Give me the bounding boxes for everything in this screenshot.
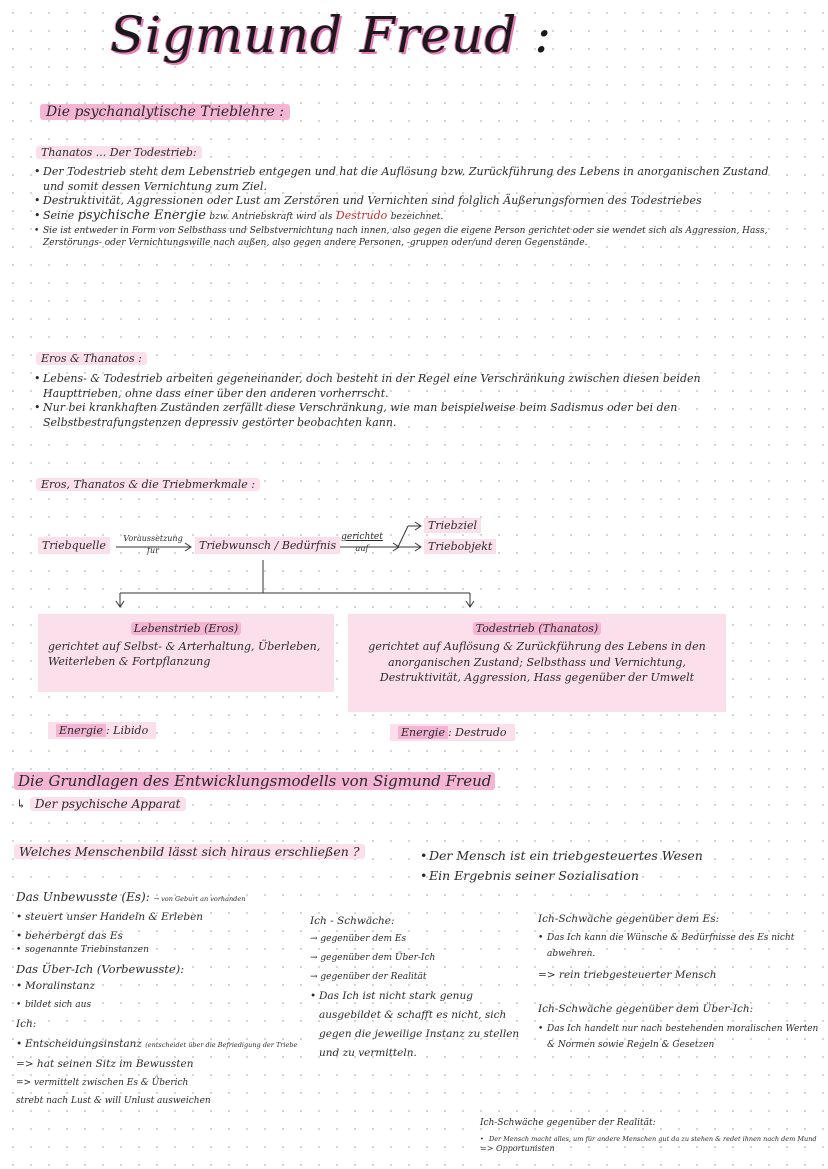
ich-heading: Ich: [16, 1017, 37, 1030]
section-heading-entwicklungsmodell: Die Grundlagen des Entwicklungsmodells von Sigmund Freud [14, 772, 495, 790]
thanatos-energy-bullet: • Seine psychische Energie bzw. Antriebskraft wird als Destrudo bezeichnet. [34, 209, 782, 224]
lebenstrieb-box [38, 614, 334, 692]
arrow-item: → gegenüber dem Über-Ich [310, 952, 436, 963]
section-heading-trieblehre: Die psychanalytische Trieblehre : [40, 104, 290, 120]
realitaet-schwaeche [480, 1117, 820, 1154]
ich-schwaeche-heading: Ich - Schwäche: [310, 915, 395, 927]
eros-bullet: • Lebens- & Todestrieb arbeiten gegeneinander, doch besteht in der Regel eine Verschränkung zwischen diesen beiden Haupttrieben, ohne dass einer über den anderen vorherrscht. [34, 372, 782, 401]
es-item: • steuert unser Handeln & Erleben [16, 910, 308, 925]
arrow-icon: ↳ [16, 797, 27, 811]
menschenbild-question: Welches Menschenbild lässt sich hiraus erschließen ? [14, 844, 365, 859]
thanatos-bullet: • Sie ist entweder in Form von Selbsthass und Selbstvernichtung nach innen, also gegen die eigene Person gerichtet oder sie wendet sich als Aggression, Hass, Zerstörungs- oder Vernichtungswille nach außen, also gegen andere Personen, -gruppen oder/und deren Gegenstände. [34, 225, 782, 249]
ich-item: • Entscheidungsinstanz (entscheidet über die Befriedigung der Triebe [16, 1037, 308, 1053]
realitaet-schwaeche-result: => Opportunisten [480, 1144, 555, 1153]
todestrieb-box [348, 614, 726, 712]
triebmerkmale-heading: Eros, Thanatos & die Triebmerkmale : [36, 478, 260, 493]
column-ich-schwaeche-details [538, 912, 820, 1053]
thanatos-bullet: • Der Todestrieb steht dem Lebenstrieb entgegen und hat die Auflösung bzw. Zurückführung des Lebens in anorganischen Zustand und somit dessen Vernichtung zum Ziel. [34, 165, 782, 194]
energie-destrudo: Energie : Destrudo [390, 724, 515, 741]
thanatos-bullet: • Destruktivität, Aggressionen oder Lust am Zerstören und Vernichten sind folglich Äußerungsformen des Todestriebes [34, 194, 782, 209]
menschenbild-answers [420, 846, 703, 886]
arrow-icon: → [310, 971, 321, 982]
answer-item: • Der Mensch ist ein triebgesteuertes Wesen [420, 846, 703, 866]
energie-libido: Energie : Libido [48, 722, 156, 739]
answer-item: • Ein Ergebnis seiner Sozialisation [420, 866, 703, 886]
arrow-icon: → [310, 933, 321, 944]
es-schwaeche-result: => rein triebgesteuerter Mensch [538, 968, 717, 981]
thanatos-bullets [34, 165, 782, 249]
ich-line: => hat seinen Sitz im Bewussten [16, 1057, 194, 1070]
ueberich-schwaeche-heading: Ich-Schwäche gegenüber dem Über-Ich: [538, 1003, 754, 1015]
es-schwaeche-text: • Das Ich kann die Wünsche & Bedürfnisse des Es nicht abwehren. [538, 930, 820, 962]
lebenstrieb-title: Lebenstrieb (Eros) [131, 622, 241, 635]
es-heading: Das Unbewusste (Es): → von Geburt an vorhanden [16, 890, 246, 904]
todestrieb-text: gerichtet auf Auflösung & Zurückführung des Lebens in den anorganischen Zustand; Selbsthass und Vernichtung, Destruktivität, Aggression, Hass gegenüber der Umwelt [368, 640, 706, 684]
ich-schwaeche-text: • Das Ich ist nicht stark genug ausgebildet & schafft es nicht, sich gegen die jeweilige Instanz zu stellen und zu vermitteln. [310, 987, 526, 1063]
eros-bullets [34, 372, 782, 430]
es-item: • beherbergt das Es [16, 929, 308, 944]
thanatos-heading: Thanatos ... Der Todestrieb: [36, 146, 202, 161]
es-item: • sogenannte Triebinstanzen [16, 944, 308, 956]
realitaet-schwaeche-heading: Ich-Schwäche gegenüber der Realität: [480, 1118, 656, 1128]
psychische-energie-term: psychische Energie [77, 207, 206, 223]
gerichtet-label: gerichtet auf [341, 532, 383, 553]
arrow-icon: → [310, 952, 321, 963]
ich-line: strebt nach Lust & will Unlust ausweichen [16, 1096, 211, 1106]
diagram-connectors [0, 510, 828, 610]
eros-bullet: • Nur bei krankhaften Zuständen zerfällt diese Verschränkung, wie man beispielweise beim Sadismus oder bei den Selbstbestrafungstenzen depressiv gestörter beobachten kann. [34, 401, 782, 430]
es-schwaeche-heading: Ich-Schwäche gegenüber dem Es: [538, 913, 720, 925]
realitaet-schwaeche-text: • Der Mensch macht alles, um für andere Menschen gut da zu stehen & redet ihnen nach dem Mund [480, 1135, 820, 1144]
eros-heading: Eros & Thanatos : [36, 352, 147, 367]
triebziel-node: Triebziel [424, 518, 481, 533]
voraussetzung-label: Voraussetzung für [123, 534, 183, 555]
column-ich-schwaeche [310, 914, 526, 1063]
ueberich-schwaeche-text: • Das Ich handelt nur nach bestehenden moralischen Werten & Normen sowie Regeln & Gesetzen [538, 1021, 820, 1053]
column-instanzen [16, 890, 308, 1107]
psychischer-apparat-subheading: ↳ Der psychische Apparat [16, 797, 186, 811]
triebobjekt-node: Triebobjekt [424, 539, 496, 554]
arrow-item: → gegenüber der Realität [310, 971, 427, 982]
ueberich-item: • bildet sich aus [16, 999, 308, 1011]
ueberich-item: • Moralinstanz [16, 979, 308, 994]
ueberich-heading: Das Über-Ich (Vorbewusste): [16, 961, 185, 976]
triebquelle-node: Triebquelle [38, 537, 110, 554]
ich-line: => vermittelt zwischen Es & Überich [16, 1078, 189, 1088]
todestrieb-title: Todestrieb (Thanatos) [473, 622, 601, 635]
arrow-item: → gegenüber dem Es [310, 933, 407, 944]
lebenstrieb-text: gerichtet auf Selbst- & Arterhaltung, Überleben, Weiterleben & Fortpflanzung [48, 640, 321, 668]
triebwunsch-node: Triebwunsch / Bedürfnis [195, 537, 340, 554]
page-title: Sigmund Freud : [110, 6, 553, 64]
destrudo-term: Destrudo [335, 208, 388, 222]
